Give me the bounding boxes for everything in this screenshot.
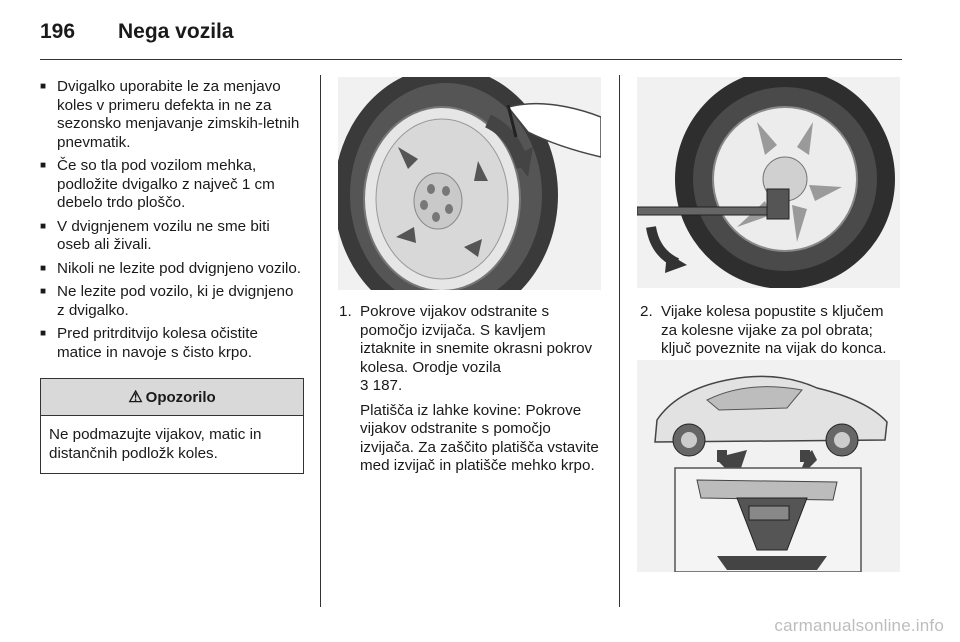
column-divider-2 xyxy=(619,75,620,607)
step-number: 2. xyxy=(640,303,653,320)
column-divider-1 xyxy=(320,75,321,607)
page-title: Nega vozila xyxy=(118,20,234,43)
step-text: Vijake kolesa popustite s ključem za kolesne vijake za pol obrata; ključ poveznite na vijak do konca. xyxy=(661,303,887,357)
watermark: carmanualsonline.info xyxy=(774,616,944,635)
bullet-column xyxy=(40,78,305,367)
step-text-secondary: Platišča iz lahke kovine: Pokrove vijakov odstranite s pomočjo izvijača. Za zaščito platišča vstavite med izvijač in platišče mehko krpo. xyxy=(360,401,599,474)
warning-text: Ne podmazujte vijakov, matic in distančnih podložk koles. xyxy=(49,426,262,462)
wheel-cover-illustration xyxy=(338,77,601,290)
page-number: 196 xyxy=(40,20,76,43)
page-header xyxy=(40,14,902,58)
car-jack-illustration xyxy=(637,360,900,572)
warning-triangle-icon: ⚠ xyxy=(128,389,143,406)
step-text: Pokrove vijakov odstranite s pomočjo izvijača. S kavljem iztaknite in snemite okrasni pokrov kolesa. Orodje vozila xyxy=(360,303,593,376)
bullet-list xyxy=(40,78,305,362)
step-2 xyxy=(640,303,902,365)
warning-box xyxy=(40,378,304,474)
list-item: ■ V dvignjenem vozilu ne sme biti oseb ali živali. xyxy=(40,218,305,255)
page-reference: 3 187. xyxy=(360,377,403,394)
warning-header xyxy=(41,379,303,416)
warning-title: Opozorilo xyxy=(145,388,216,406)
step-number: 1. xyxy=(339,303,352,320)
header-divider xyxy=(40,59,902,60)
list-item: ■ Ne lezite pod vozilo, ki je dvignjeno z dvigalko. xyxy=(40,283,305,320)
step-1 xyxy=(339,303,601,482)
list-item: ■ Nikoli ne lezite pod dvignjeno vozilo. xyxy=(40,260,305,279)
wheel-wrench-illustration xyxy=(637,77,900,288)
list-item: ■ Pred pritrditvijo kolesa očistite matice in navoje s čisto krpo. xyxy=(40,325,305,362)
list-item: ■ Če so tla pod vozilom mehka, podložite dvigalko z največ 1 cm debelo trdo ploščo. xyxy=(40,157,305,213)
list-item: ■ Dvigalko uporabite le za menjavo koles v primeru defekta in ne za sezonsko menjavanje zimskih-letnih pnevmatik. xyxy=(40,78,305,152)
